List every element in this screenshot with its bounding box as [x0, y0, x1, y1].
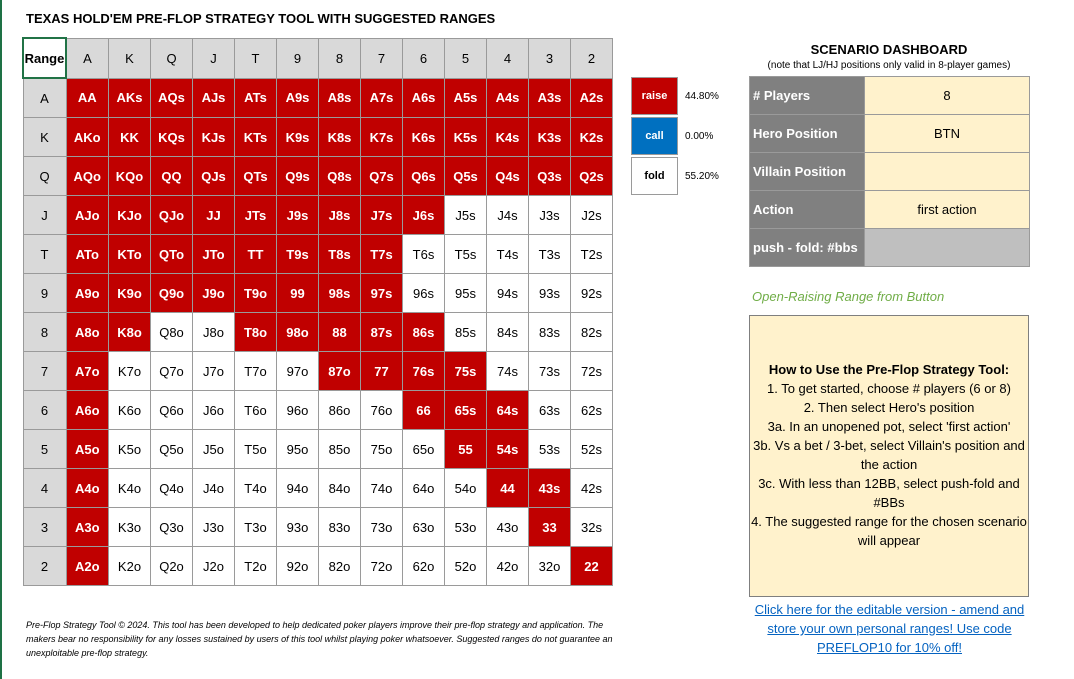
grid-row	[23, 430, 613, 469]
hero-position-label: Hero Position	[750, 115, 865, 153]
row-header-4: 4	[23, 469, 66, 508]
column-header-J: J	[193, 38, 235, 78]
hand-cell[interactable]: T5s	[445, 235, 487, 274]
dashboard-title: SCENARIO DASHBOARD	[810, 42, 968, 57]
instruction-line: 3a. In an unopened pot, select 'first action'	[767, 419, 1011, 434]
hand-cell[interactable]: T3s	[529, 235, 571, 274]
hand-cell[interactable]: A8s	[319, 78, 361, 118]
hand-cell[interactable]: QJs	[193, 157, 235, 196]
villain-position-select[interactable]	[865, 153, 1030, 191]
hand-cell[interactable]: T9s	[277, 235, 319, 274]
hand-cell[interactable]: K7o	[109, 352, 151, 391]
hand-cell[interactable]: T7s	[361, 235, 403, 274]
hand-cell[interactable]: 43s	[529, 469, 571, 508]
hand-cell[interactable]: Q8o	[151, 313, 193, 352]
hand-cell[interactable]: 95o	[277, 430, 319, 469]
hand-cell[interactable]: JTo	[193, 235, 235, 274]
hand-cell[interactable]: A4s	[487, 78, 529, 118]
hand-cell[interactable]: J4o	[193, 469, 235, 508]
column-header-9: 9	[277, 38, 319, 78]
hand-cell[interactable]: J5s	[445, 196, 487, 235]
hand-cell[interactable]: T8s	[319, 235, 361, 274]
hand-cell[interactable]: Q5o	[151, 430, 193, 469]
hand-cell[interactable]: 83o	[319, 508, 361, 547]
hand-cell[interactable]: J7s	[361, 196, 403, 235]
column-header-A: A	[66, 38, 109, 78]
editable-version-link[interactable]: Click here for the editable version - amend and store your own personal ranges! Use code PREFLOP10 for 10% off!	[754, 602, 1025, 655]
hand-cell[interactable]: Q6o	[151, 391, 193, 430]
hand-cell[interactable]: AA	[66, 78, 109, 118]
hand-cell[interactable]: 63o	[403, 508, 445, 547]
hand-cell[interactable]: Q3s	[529, 157, 571, 196]
hand-cell[interactable]: K8o	[109, 313, 151, 352]
hand-cell[interactable]: ATo	[66, 235, 109, 274]
grid-row	[23, 118, 613, 157]
hand-cell[interactable]: Q2o	[151, 547, 193, 586]
hand-cell[interactable]: 64s	[487, 391, 529, 430]
players-label: # Players	[750, 77, 865, 115]
hand-cell[interactable]: 53o	[445, 508, 487, 547]
hand-cell[interactable]: K6o	[109, 391, 151, 430]
hand-cell[interactable]: K9s	[277, 118, 319, 157]
hand-cell[interactable]: AQo	[66, 157, 109, 196]
instruction-line: 3c. With less than 12BB, select push-fold and #BBs	[758, 476, 1020, 510]
column-header-8: 8	[319, 38, 361, 78]
grid-row	[23, 508, 613, 547]
hand-cell[interactable]: J9o	[193, 274, 235, 313]
hand-cell[interactable]: Q7o	[151, 352, 193, 391]
hand-cell[interactable]: K4o	[109, 469, 151, 508]
hand-cell[interactable]: 82s	[571, 313, 613, 352]
grid-row	[23, 274, 613, 313]
hand-cell[interactable]: 83s	[529, 313, 571, 352]
hand-cell[interactable]: J2o	[193, 547, 235, 586]
hand-cell[interactable]: JJ	[193, 196, 235, 235]
hand-cell[interactable]: Q9o	[151, 274, 193, 313]
hand-cell[interactable]: 66	[403, 391, 445, 430]
hand-cell[interactable]: 86s	[403, 313, 445, 352]
hand-cell[interactable]: K7s	[361, 118, 403, 157]
hand-cell[interactable]: 43o	[487, 508, 529, 547]
hand-cell[interactable]: Q7s	[361, 157, 403, 196]
hand-cell[interactable]: KTo	[109, 235, 151, 274]
hand-cell[interactable]: 22	[571, 547, 613, 586]
hand-cell[interactable]: 93s	[529, 274, 571, 313]
column-header-K: K	[109, 38, 151, 78]
column-header-7: 7	[361, 38, 403, 78]
grid-row	[23, 235, 613, 274]
hand-cell[interactable]: T2o	[235, 547, 277, 586]
hand-cell[interactable]: Q3o	[151, 508, 193, 547]
range-corner-cell[interactable]: Range	[23, 38, 66, 78]
instruction-line: 1. To get started, choose # players (6 or 8)	[766, 381, 1011, 396]
hand-cell[interactable]: 53s	[529, 430, 571, 469]
row-header-T: T	[23, 235, 66, 274]
hand-cell[interactable]: J4s	[487, 196, 529, 235]
hand-cell[interactable]: 99	[277, 274, 319, 313]
hand-cell[interactable]: 85s	[445, 313, 487, 352]
hand-cell[interactable]: 32o	[529, 547, 571, 586]
hand-cell[interactable]: 86o	[319, 391, 361, 430]
hand-cell[interactable]: 64o	[403, 469, 445, 508]
hand-cell[interactable]: 92o	[277, 547, 319, 586]
instruction-line: 4. The suggested range for the chosen scenario will appear	[751, 514, 1027, 548]
sheet-edge	[0, 0, 2, 679]
column-header-Q: Q	[151, 38, 193, 78]
hand-cell[interactable]: J5o	[193, 430, 235, 469]
grid-row	[23, 313, 613, 352]
grid-row	[23, 157, 613, 196]
hand-cell[interactable]: ATs	[235, 78, 277, 118]
hand-cell[interactable]: 44	[487, 469, 529, 508]
hand-cell[interactable]: J3s	[529, 196, 571, 235]
row-header-2: 2	[23, 547, 66, 586]
hand-cell[interactable]: AJo	[66, 196, 109, 235]
hand-cell[interactable]: T7o	[235, 352, 277, 391]
hand-cell[interactable]: J8s	[319, 196, 361, 235]
action-label: Action	[750, 191, 865, 229]
hand-cell[interactable]: A2o	[66, 547, 109, 586]
villain-position-label: Villain Position	[750, 153, 865, 191]
hand-cell[interactable]: AJs	[193, 78, 235, 118]
hand-cell[interactable]: K5s	[445, 118, 487, 157]
players-select[interactable]: 8	[865, 77, 1030, 115]
row-header-J: J	[23, 196, 66, 235]
hand-cell[interactable]: 96o	[277, 391, 319, 430]
hand-cell[interactable]: 87s	[361, 313, 403, 352]
hand-cell[interactable]: 88	[319, 313, 361, 352]
grid-row	[23, 352, 613, 391]
hand-cell[interactable]: Q8s	[319, 157, 361, 196]
page-title: TEXAS HOLD'EM PRE-FLOP STRATEGY TOOL WITH SUGGESTED RANGES	[26, 11, 496, 26]
action-select[interactable]: first action	[865, 191, 1030, 229]
hand-cell[interactable]: 52o	[445, 547, 487, 586]
column-header-3: 3	[529, 38, 571, 78]
hand-cell[interactable]: 74o	[361, 469, 403, 508]
row-header-6: 6	[23, 391, 66, 430]
hand-cell[interactable]: KJs	[193, 118, 235, 157]
hand-cell[interactable]: 94s	[487, 274, 529, 313]
instructions-box	[749, 315, 1029, 597]
hand-cell[interactable]: 77	[361, 352, 403, 391]
hand-cell[interactable]: K9o	[109, 274, 151, 313]
hand-cell[interactable]: J6o	[193, 391, 235, 430]
hand-cell[interactable]: 72o	[361, 547, 403, 586]
hand-cell[interactable]: K3s	[529, 118, 571, 157]
grid-row	[23, 469, 613, 508]
hand-cell[interactable]: JTs	[235, 196, 277, 235]
hand-cell[interactable]: Q5s	[445, 157, 487, 196]
hand-cell[interactable]: A6o	[66, 391, 109, 430]
hand-cell[interactable]: 98s	[319, 274, 361, 313]
hand-cell[interactable]: KQs	[151, 118, 193, 157]
hand-cell[interactable]: J8o	[193, 313, 235, 352]
hand-cell[interactable]: 32s	[571, 508, 613, 547]
hand-cell[interactable]: 63s	[529, 391, 571, 430]
hand-cell[interactable]: QJo	[151, 196, 193, 235]
grid-row	[23, 78, 613, 118]
hand-cell[interactable]: Q9s	[277, 157, 319, 196]
hand-cell[interactable]: Q4o	[151, 469, 193, 508]
legend-fold-swatch: fold	[631, 157, 678, 195]
range-caption: Open-Raising Range from Button	[752, 289, 945, 304]
hand-cell[interactable]: 65s	[445, 391, 487, 430]
hand-cell[interactable]: 42s	[571, 469, 613, 508]
hand-cell[interactable]: A7o	[66, 352, 109, 391]
hand-cell[interactable]: 42o	[487, 547, 529, 586]
hand-cell[interactable]: A7s	[361, 78, 403, 118]
hand-cell[interactable]: T9o	[235, 274, 277, 313]
hand-cell[interactable]: KK	[109, 118, 151, 157]
hand-cell[interactable]: T3o	[235, 508, 277, 547]
hand-cell[interactable]: KQo	[109, 157, 151, 196]
column-header-2: 2	[571, 38, 613, 78]
hand-cell[interactable]: 87o	[319, 352, 361, 391]
row-header-7: 7	[23, 352, 66, 391]
instructions-title: How to Use the Pre-Flop Strategy Tool:	[768, 362, 1010, 377]
hand-cell[interactable]: 75o	[361, 430, 403, 469]
hand-cell[interactable]: T5o	[235, 430, 277, 469]
row-header-8: 8	[23, 313, 66, 352]
hand-cell[interactable]: A3s	[529, 78, 571, 118]
legend-fold-pct: 55.20%	[685, 171, 719, 182]
grid-row	[23, 547, 613, 586]
hand-cell[interactable]: Q6s	[403, 157, 445, 196]
row-header-A: A	[23, 78, 66, 118]
legend-raise-pct: 44.80%	[685, 91, 719, 102]
hand-cell[interactable]: AKo	[66, 118, 109, 157]
hand-cell[interactable]: J2s	[571, 196, 613, 235]
hand-cell[interactable]: 33	[529, 508, 571, 547]
hand-cell[interactable]: T6s	[403, 235, 445, 274]
hand-cell[interactable]: K4s	[487, 118, 529, 157]
hand-cell[interactable]: K2s	[571, 118, 613, 157]
hand-cell[interactable]: 73o	[361, 508, 403, 547]
footer-disclaimer: Pre-Flop Strategy Tool © 2024. This tool has been developed to help dedicated poker players improve their pre-flop strategy and application. The makers bear no responsibility for any losses sustained by users of this tool whilst playing poker whatsoever. Suggested ranges do not guarantee an unexploitable pre-flop strategy.	[26, 620, 613, 658]
dashboard-note: (note that LJ/HJ positions only valid in 8-player games)	[767, 60, 1011, 71]
hand-cell[interactable]: 97o	[277, 352, 319, 391]
hand-cell[interactable]: K6s	[403, 118, 445, 157]
column-header-6: 6	[403, 38, 445, 78]
hand-cell[interactable]: 75s	[445, 352, 487, 391]
push-fold-select[interactable]	[865, 229, 1030, 267]
column-header-T: T	[235, 38, 277, 78]
hand-cell[interactable]: Q4s	[487, 157, 529, 196]
row-header-K: K	[23, 118, 66, 157]
legend-raise-swatch: raise	[631, 77, 678, 115]
hand-cell[interactable]: A3o	[66, 508, 109, 547]
hand-cell[interactable]: 52s	[571, 430, 613, 469]
hand-cell[interactable]: T4o	[235, 469, 277, 508]
hand-cell[interactable]: Q2s	[571, 157, 613, 196]
row-header-9: 9	[23, 274, 66, 313]
hand-cell[interactable]: 55	[445, 430, 487, 469]
hand-cell[interactable]: 72s	[571, 352, 613, 391]
range-grid	[22, 37, 613, 586]
column-header-4: 4	[487, 38, 529, 78]
hero-position-select[interactable]: BTN	[865, 115, 1030, 153]
hand-cell[interactable]: 92s	[571, 274, 613, 313]
hand-cell[interactable]: 74s	[487, 352, 529, 391]
hand-cell[interactable]: T6o	[235, 391, 277, 430]
hand-cell[interactable]: 98o	[277, 313, 319, 352]
hand-cell[interactable]: 65o	[403, 430, 445, 469]
grid-row	[23, 196, 613, 235]
instruction-line: 3b. Vs a bet / 3-bet, select Villain's position and the action	[753, 438, 1025, 472]
hand-cell[interactable]: 93o	[277, 508, 319, 547]
hand-cell[interactable]: KTs	[235, 118, 277, 157]
hand-cell[interactable]: 62o	[403, 547, 445, 586]
hand-cell[interactable]: J9s	[277, 196, 319, 235]
hand-cell[interactable]: J7o	[193, 352, 235, 391]
hand-cell[interactable]: QTs	[235, 157, 277, 196]
hand-cell[interactable]: J3o	[193, 508, 235, 547]
instruction-line: 2. Then select Hero's position	[803, 400, 975, 415]
hand-cell[interactable]: 76s	[403, 352, 445, 391]
hand-cell[interactable]: T8o	[235, 313, 277, 352]
legend-call-pct: 0.00%	[685, 131, 714, 142]
hand-cell[interactable]: A5o	[66, 430, 109, 469]
hand-cell[interactable]: J6s	[403, 196, 445, 235]
hand-cell[interactable]: QQ	[151, 157, 193, 196]
hand-cell[interactable]: K8s	[319, 118, 361, 157]
row-header-3: 3	[23, 508, 66, 547]
hand-cell[interactable]: K5o	[109, 430, 151, 469]
hand-cell[interactable]: T4s	[487, 235, 529, 274]
hand-cell[interactable]: 76o	[361, 391, 403, 430]
row-header-5: 5	[23, 430, 66, 469]
legend-call-swatch: call	[631, 117, 678, 155]
hand-cell[interactable]: T2s	[571, 235, 613, 274]
hand-cell[interactable]: A8o	[66, 313, 109, 352]
hand-cell[interactable]: TT	[235, 235, 277, 274]
row-header-Q: Q	[23, 157, 66, 196]
hand-cell[interactable]: 84o	[319, 469, 361, 508]
hand-cell[interactable]: K3o	[109, 508, 151, 547]
hand-cell[interactable]: AQs	[151, 78, 193, 118]
hand-cell[interactable]: K2o	[109, 547, 151, 586]
column-header-5: 5	[445, 38, 487, 78]
hand-cell[interactable]: 82o	[319, 547, 361, 586]
hand-cell[interactable]: A6s	[403, 78, 445, 118]
push-fold-label: push - fold: #bbs	[750, 229, 865, 267]
hand-cell[interactable]: 84s	[487, 313, 529, 352]
hand-cell[interactable]: 62s	[571, 391, 613, 430]
grid-row	[23, 391, 613, 430]
scenario-dashboard	[749, 76, 1030, 267]
hand-cell[interactable]: A9o	[66, 274, 109, 313]
hand-cell[interactable]: 54s	[487, 430, 529, 469]
hand-cell[interactable]: 85o	[319, 430, 361, 469]
hand-cell[interactable]: 94o	[277, 469, 319, 508]
hand-cell[interactable]: KJo	[109, 196, 151, 235]
hand-cell[interactable]: A4o	[66, 469, 109, 508]
hand-cell[interactable]: 73s	[529, 352, 571, 391]
hand-cell[interactable]: A5s	[445, 78, 487, 118]
hand-cell[interactable]: QTo	[151, 235, 193, 274]
hand-cell[interactable]: 97s	[361, 274, 403, 313]
hand-cell[interactable]: A9s	[277, 78, 319, 118]
hand-cell[interactable]: 96s	[403, 274, 445, 313]
hand-cell[interactable]: 54o	[445, 469, 487, 508]
hand-cell[interactable]: AKs	[109, 78, 151, 118]
hand-cell[interactable]: A2s	[571, 78, 613, 118]
hand-cell[interactable]: 95s	[445, 274, 487, 313]
